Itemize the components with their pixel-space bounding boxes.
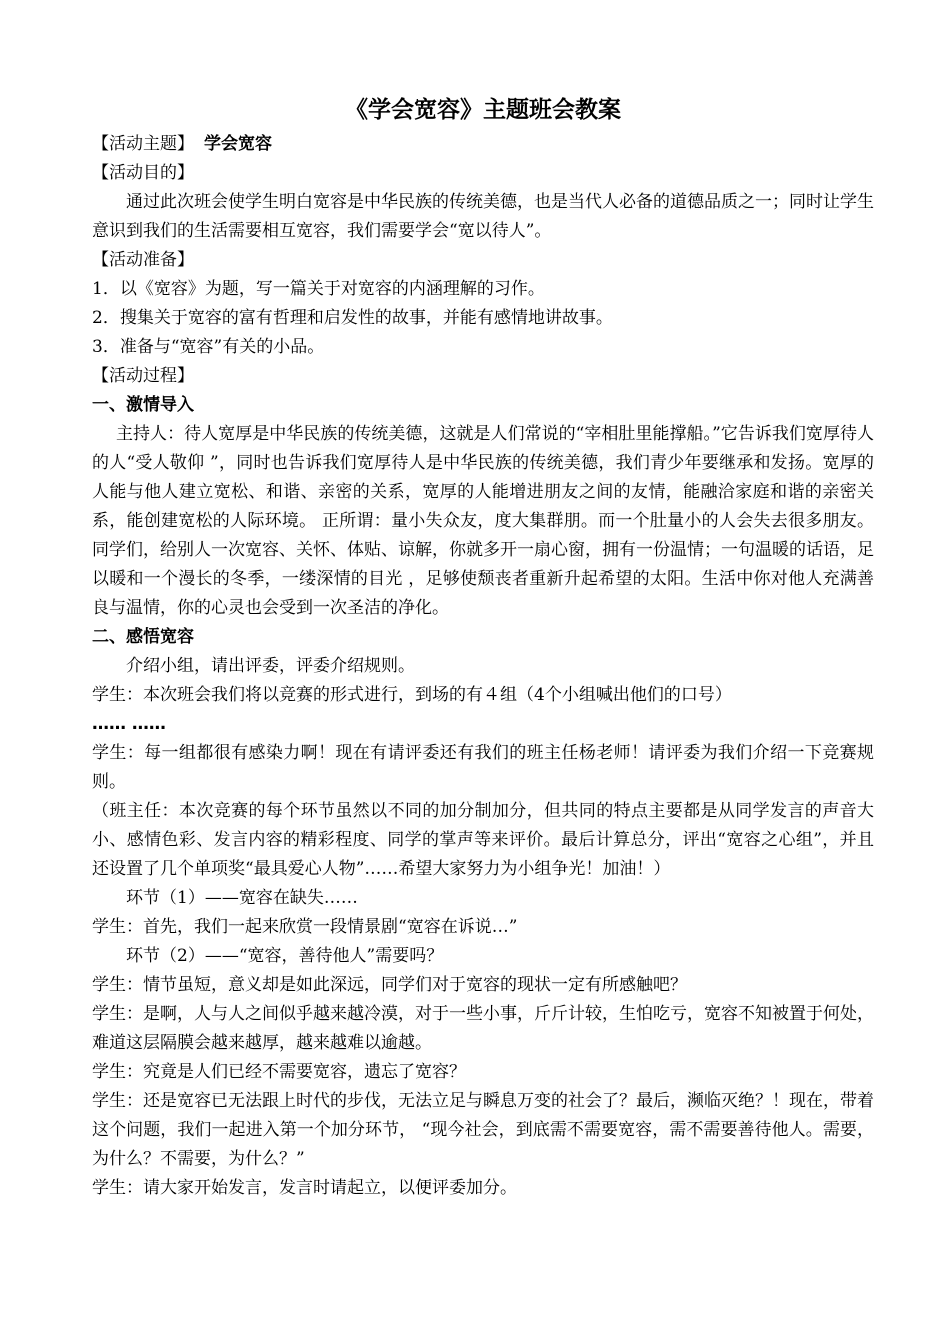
purpose-text: 通过此次班会使学生明白宽容是中华民族的传统美德，也是当代人必备的道德品质之一；同时让学生意识到我们的生活需要相互宽容，我们需要学会“宽以待人”。 <box>92 192 874 241</box>
preparation-label: 【活动准备】 <box>92 250 194 270</box>
section2-ellipsis: …… …… <box>92 714 166 734</box>
section2-paragraph: 学生：请大家开始发言，发言时请起立，以便评委加分。 <box>92 1178 517 1198</box>
theme-value: 学会宽容 <box>204 134 272 154</box>
section2-heading: 二、感悟宽容 <box>92 627 194 647</box>
section2-paragraph: 学生：是啊，人与人之间似乎越来越冷漠，对于一些小事，斤斤计较，生怕吃亏，宽容不知被置于何处，难道这层隔膜会越来越厚，越来越难以逾越。 <box>92 1004 874 1053</box>
theme-label: 【活动主题】 <box>92 134 194 154</box>
stage-2-heading: 环节（2）——“宽容，善待他人”需要吗？ <box>126 946 444 966</box>
document-title: 《学会宽容》主题班会教案 <box>345 97 621 123</box>
document-page <box>92 92 874 1203</box>
section1-heading: 一、激情导入 <box>92 395 194 415</box>
preparation-item-3: 3．准备与“宽容”有关的小品。 <box>92 337 325 357</box>
section1-text: 主持人：待人宽厚是中华民族的传统美德，这就是人们常说的“宰相肚里能撑船。”它告诉我们宽厚待人的人“受人敬仰 ”，同时也告诉我们宽厚待人是中华民族的传统美德，我们青少年要继承和发扬。宽厚的人能与他人建立宽松、和谐、亲密的关系，宽厚的人能增进朋友之间的友情，能融洽家庭和谐的亲密关系，能创建宽松的人际环境。 正所谓：量小失众友，度大集群朋。而一个肚量小的人会失去很多朋友。同学们，给别人一次宽容、关怀、体贴、谅解，你就多开一扇心窗，拥有一份温情；一句温暖的话语，足以暖和一个漫长的冬季，一缕深情的目光 ，足够使颓丧者重新升起希望的太阳。生活中你对他人充满善良与温情，你的心灵也会受到一次圣洁的净化。 <box>92 424 874 618</box>
process-label: 【活动过程】 <box>92 366 194 386</box>
section2-paragraph: 学生：首先，我们一起来欣赏一段情景剧“宽容在诉说…” <box>92 917 518 937</box>
section2-paragraph: （班主任：本次竞赛的每个环节虽然以不同的加分制加分，但共同的特点主要都是从同学发言的声音大小、感情色彩、发言内容的精彩程度、同学的掌声等来评价。最后计算总分，评出“宽容之心组”，并且还设置了几个单项奖“最具爱心人物”……希望大家努力为小组争光！加油！） <box>92 801 874 879</box>
preparation-item-1: 1．以《宽容》为题，写一篇关于对宽容的内涵理解的习作。 <box>92 279 545 299</box>
preparation-item-2: 2．搜集关于宽容的富有哲理和启发性的故事，并能有感情地讲故事。 <box>92 308 613 328</box>
section2-paragraph: 学生：究竟是人们已经不需要宽容，遗忘了宽容？ <box>92 1062 466 1082</box>
section2-paragraph: 学生：每一组都很有感染力啊！现在有请评委还有我们的班主任杨老师！请评委为我们介绍一下竞赛规则。 <box>92 743 874 792</box>
section2-paragraph: 学生：还是宽容已无法跟上时代的步伐，无法立足与瞬息万变的社会了？最后，濒临灭绝？！现在，带着这个问题，我们一起进入第一个加分环节， “现今社会，到底需不需要宽容，需不需要善待他人。需要，为什么？不需要，为什么？” <box>92 1091 874 1169</box>
section2-paragraph: 学生：情节虽短，意义却是如此深远，同学们对于宽容的现状一定有所感触吧？ <box>92 975 687 995</box>
stage-1-heading: 环节（1）——宽容在缺失…… <box>126 888 358 908</box>
theme-line <box>92 130 874 159</box>
section2-paragraph: 介绍小组，请出评委，评委介绍规则。 <box>126 656 415 676</box>
section2-paragraph: 学生：本次班会我们将以竞赛的形式进行，到场的有４组（4个小组喊出他们的口号） <box>92 685 732 705</box>
purpose-label: 【活动目的】 <box>92 163 194 183</box>
